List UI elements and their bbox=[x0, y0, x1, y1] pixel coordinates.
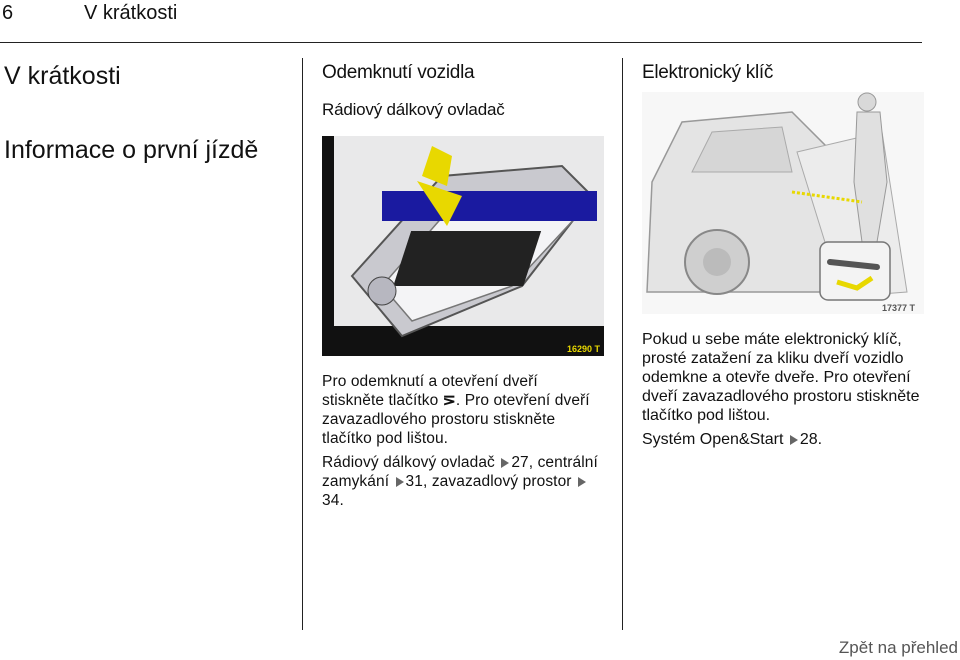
middle-p1-text-b: . Pro otevření dveří zavazadlového prostoru stiskněte tlačítko pod lištou. bbox=[322, 392, 590, 447]
figure-blue-band bbox=[382, 191, 597, 221]
car-door-illustration bbox=[642, 92, 924, 314]
middle-p2-text-b: centrální zamykání bbox=[322, 454, 598, 490]
page-ref-arrow-icon bbox=[578, 477, 586, 487]
running-header-title: V krátkosti bbox=[84, 2, 178, 24]
page-ref-link[interactable]: 28. bbox=[799, 431, 823, 448]
header-divider bbox=[0, 42, 922, 43]
page-number: 6 bbox=[2, 2, 14, 24]
remote-key-figure bbox=[322, 136, 604, 356]
column-divider-right bbox=[622, 58, 623, 630]
page-ref-arrow-icon bbox=[396, 477, 404, 487]
back-to-overview-link[interactable]: Zpět na přehled bbox=[838, 638, 958, 657]
middle-heading: Odemknutí vozidla bbox=[322, 62, 475, 83]
right-body bbox=[642, 330, 927, 454]
page-ref-link[interactable]: 27, bbox=[511, 454, 534, 471]
figure-number-middle: 16290 T bbox=[567, 344, 601, 354]
page-ref-arrow-icon bbox=[790, 435, 798, 445]
right-paragraph-2 bbox=[642, 430, 927, 449]
middle-paragraph-1 bbox=[322, 372, 604, 448]
column-divider-left bbox=[302, 58, 303, 630]
middle-p1-text-a: Pro odemknutí a otevření dveří stiskněte tlačítko bbox=[322, 373, 538, 409]
unlock-button-icon: ⋝ bbox=[442, 392, 456, 409]
page-ref-link[interactable]: 34. bbox=[322, 492, 344, 509]
section-subtitle: Informace o první jízdě bbox=[4, 136, 259, 164]
middle-p2-text-a: Rádiový dálkový ovladač bbox=[322, 454, 500, 471]
page-ref-arrow-icon bbox=[501, 458, 509, 468]
right-p2-text-a: Systém Open&Start bbox=[642, 431, 788, 448]
right-heading: Elektronický klíč bbox=[642, 62, 774, 83]
middle-subheading: Rádiový dálkový ovladač bbox=[322, 100, 505, 119]
remote-key-illustration bbox=[322, 136, 604, 356]
section-title: V krátkosti bbox=[4, 62, 121, 90]
electronic-key-figure bbox=[642, 92, 924, 314]
middle-p2-text-c: zavazadlový prostor bbox=[427, 473, 576, 490]
figure-number-right: 17377 T bbox=[882, 303, 916, 313]
page-ref-link[interactable]: 31, bbox=[405, 473, 428, 490]
middle-body bbox=[322, 372, 604, 515]
middle-paragraph-2 bbox=[322, 453, 604, 510]
right-paragraph-1: Pokud u sebe máte elektronický klíč, prosté zatažení za kliku dveří vozidlo odemkne a otevře dveře. Pro otevření dveří zavazadlového prostoru stiskněte tlačítko pod lištou. bbox=[642, 331, 920, 424]
